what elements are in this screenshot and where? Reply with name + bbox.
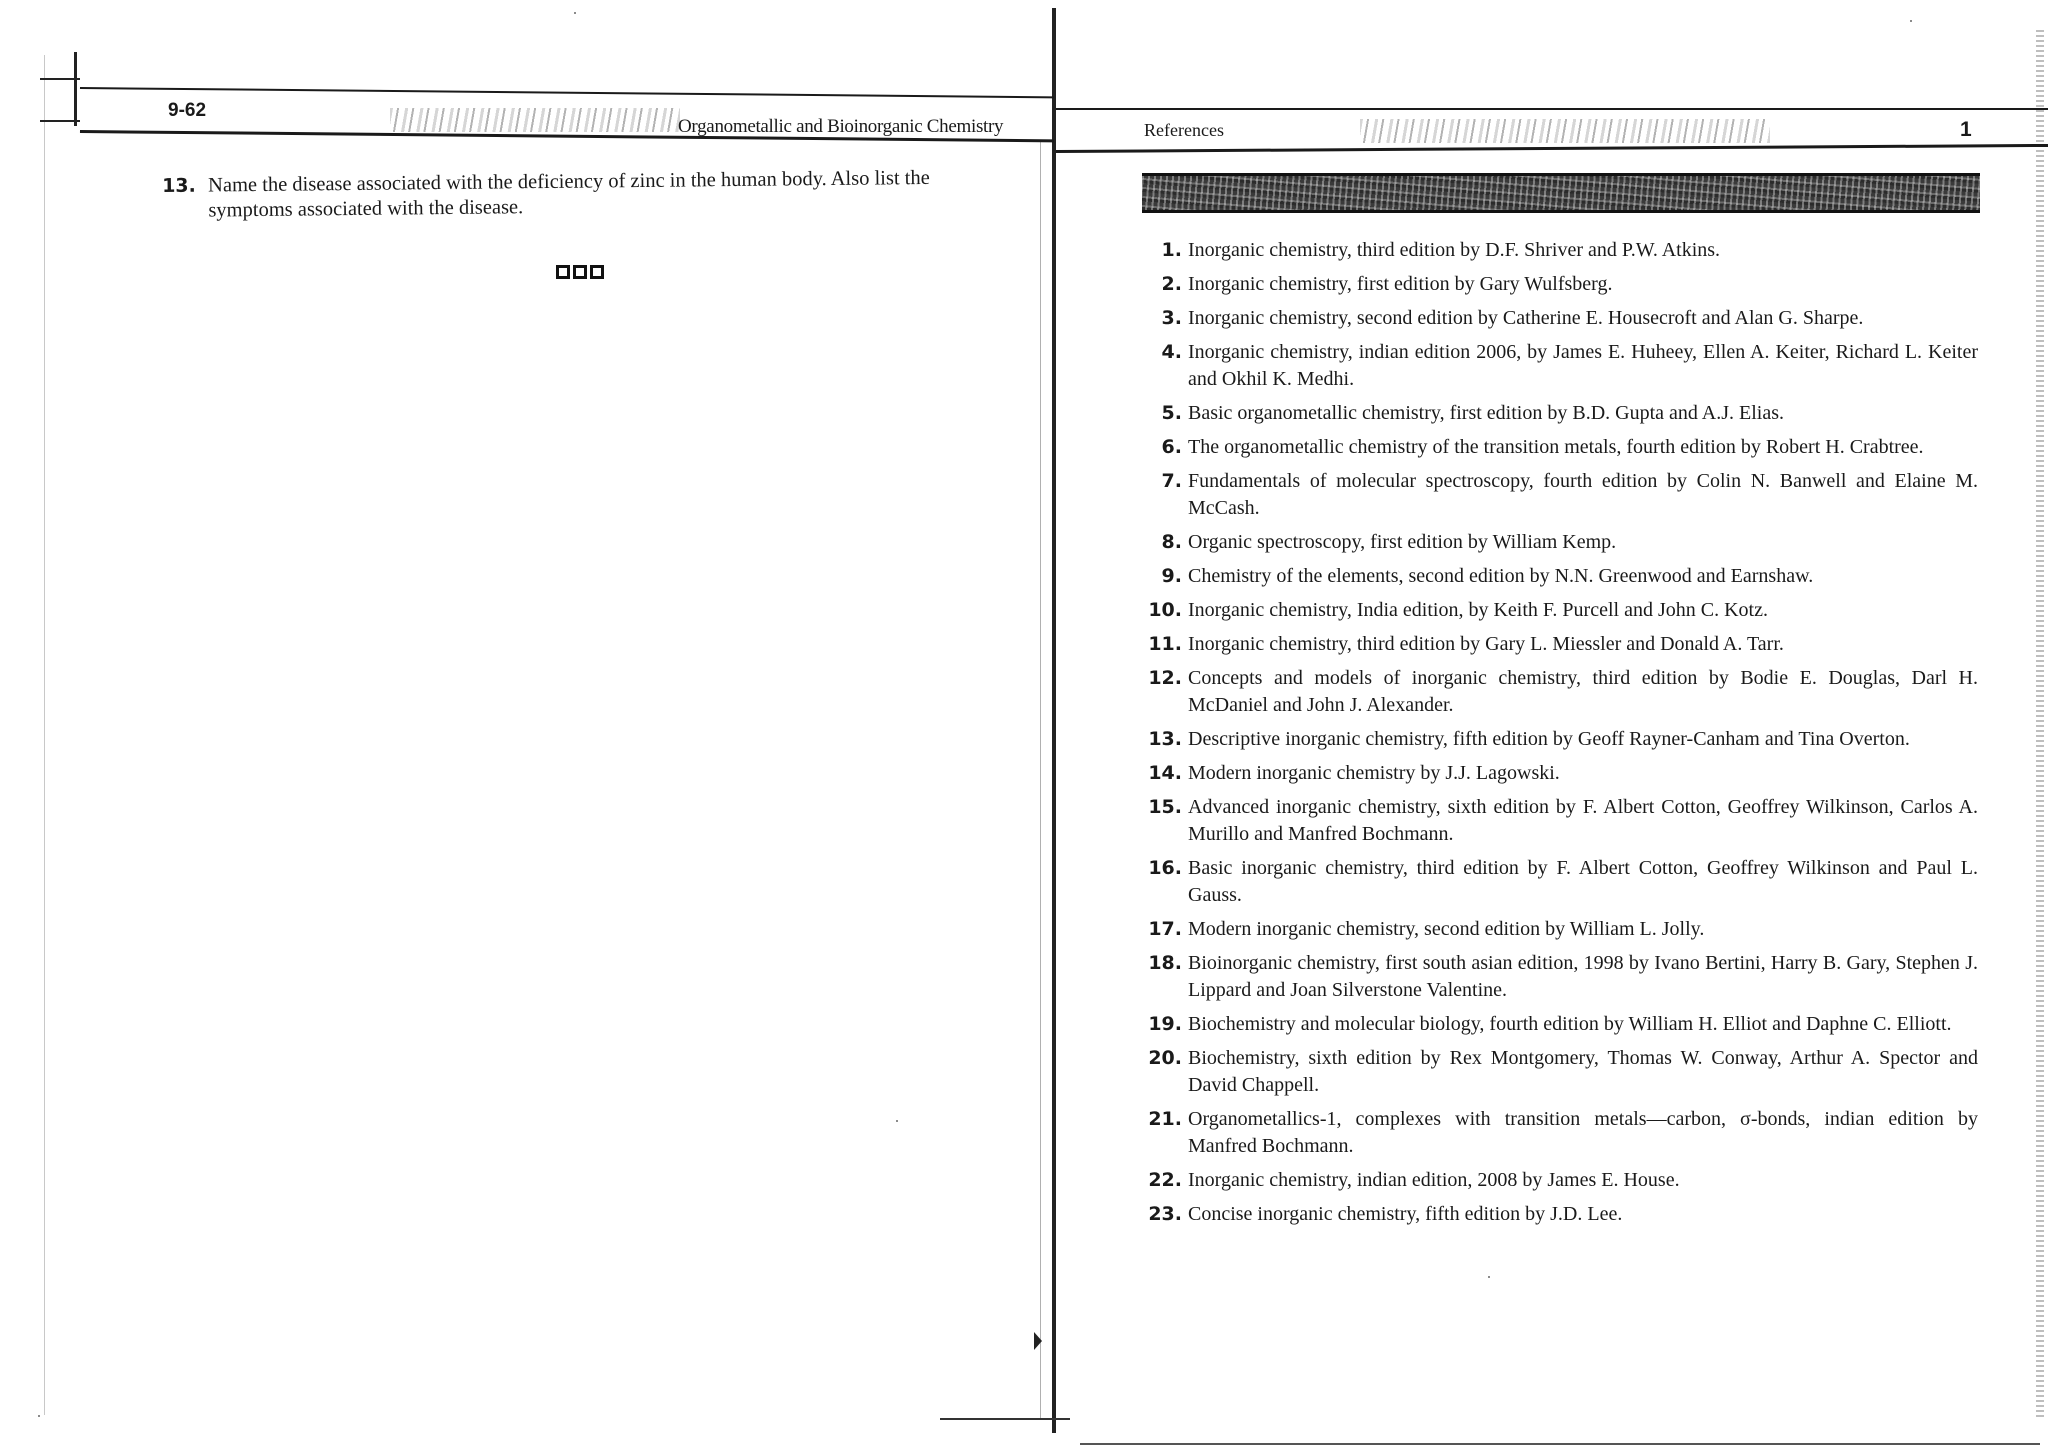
reference-text: Inorganic chemistry, third edition by Gary L. Miessler and Donald A. Tarr. [1188,633,1784,655]
references-heading-banner [1142,173,1980,213]
header-rule-bottom [1056,144,2048,153]
reference-item [1148,794,1978,848]
reference-number: 4. [1161,341,1182,363]
reference-number: 20. [1148,1047,1182,1069]
page-number: 9-62 [168,100,207,121]
reference-text: Inorganic chemistry, indian edition 2006, by James E. Huheey, Ellen A. Keiter, Richard L. Keiter and Okhil K. Medhi. [1188,341,1978,390]
binding-mark [74,52,77,126]
reference-text: Inorganic chemistry, indian edition, 2008 by James E. House. [1188,1169,1680,1191]
reference-item [1148,305,1978,332]
binding-marks [40,52,80,132]
reference-text: Modern inorganic chemistry, second edition by William L. Jolly. [1188,918,1705,940]
scan-speck [574,12,576,14]
reference-number: 21. [1148,1108,1182,1130]
reference-number: 6. [1161,436,1182,458]
reference-text: Bioinorganic chemistry, first south asian edition, 1998 by Ivano Bertini, Harry B. Gary, Stephen J. Lippard and Joan Silverstone Valentine. [1188,952,1978,1001]
question-13 [162,165,1002,224]
reference-text: Concise inorganic chemistry, fifth edition by J.D. Lee. [1188,1203,1623,1225]
reference-item [1148,434,1978,461]
reference-item [1148,1045,1978,1099]
reference-item [1148,665,1978,719]
reference-text: Organic spectroscopy, first edition by William Kemp. [1188,531,1617,553]
reference-text: Biochemistry, sixth edition by Rex Montgomery, Thomas W. Conway, Arthur A. Spector and David Chappell. [1188,1047,1978,1096]
reference-item [1148,529,1978,556]
header-scan-noise [390,108,680,132]
reference-item [1148,1011,1978,1038]
reference-item [1148,1201,1978,1228]
end-mark-box [573,265,587,279]
reference-number: 11. [1148,633,1182,655]
reference-number: 3. [1161,307,1182,329]
scan-speck [1910,20,1912,22]
reference-text: Inorganic chemistry, second edition by Catherine E. Housecroft and Alan G. Sharpe. [1188,307,1864,329]
scan-speck [1488,1276,1490,1278]
header-scan-noise [1360,119,1770,143]
reference-text: Inorganic chemistry, third edition by D.F. Shriver and P.W. Atkins. [1188,239,1721,261]
reference-list [1148,237,1978,1235]
scan-speck [38,1415,40,1417]
question-number: 13. [162,174,196,197]
reference-item [1148,597,1978,624]
reference-number: 10. [1148,599,1182,621]
reference-item [1148,339,1978,393]
reference-number: 1. [1161,239,1182,261]
reference-item [1148,1106,1978,1160]
reference-item [1148,760,1978,787]
page-number: 1 [1960,118,1972,141]
reference-text: Advanced inorganic chemistry, sixth edition by F. Albert Cotton, Geoffrey Wilkinson, Carlos A. Murillo and Manfred Bochmann. [1188,796,1978,845]
reference-number: 2. [1161,273,1182,295]
reference-text: Modern inorganic chemistry by J.J. Lagowski. [1188,762,1560,784]
reference-number: 22. [1148,1169,1182,1191]
reference-number: 17. [1148,918,1182,940]
reference-text: The organometallic chemistry of the transition metals, fourth edition by Robert H. Crabtree. [1188,436,1924,458]
scan-speck [896,1120,898,1122]
reference-text: Organometallics-1, complexes with transition metals—carbon, σ-bonds, indian edition by Manfred Bochmann. [1188,1108,1978,1157]
reference-text: Inorganic chemistry, India edition, by Keith F. Purcell and John C. Kotz. [1188,599,1768,621]
reference-number: 9. [1161,565,1182,587]
reference-number: 23. [1148,1203,1182,1225]
reference-text: Descriptive inorganic chemistry, fifth edition by Geoff Rayner-Canham and Tina Overton. [1188,728,1910,750]
reference-number: 16. [1148,857,1182,879]
running-title: References [1144,120,1224,140]
reference-number: 8. [1161,531,1182,553]
end-of-chapter-mark [556,265,604,279]
reference-number: 7. [1161,470,1182,492]
right-page [1056,0,2048,1447]
reference-item [1148,631,1978,658]
reference-text: Concepts and models of inorganic chemistry, third edition by Bodie E. Douglas, Darl H. McDaniel and John J. Alexander. [1188,667,1978,716]
reference-item [1148,726,1978,753]
reference-item [1148,855,1978,909]
reference-item [1148,1167,1978,1194]
reference-text: Basic organometallic chemistry, first edition by B.D. Gupta and A.J. Elias. [1188,402,1785,424]
reference-item [1148,950,1978,1004]
header-rule-top [80,87,1054,98]
reference-number: 18. [1148,952,1182,974]
reference-item [1148,237,1978,264]
running-title: Organometallic and Bioinorganic Chemistry [678,116,1004,137]
header-rule-top [1056,108,2048,110]
reference-number: 5. [1161,402,1182,424]
question-text: Name the disease associated with the deficiency of zinc in the human body. Also list the symptoms associated with the disease. [208,166,930,222]
reference-item [1148,468,1978,522]
reference-number: 19. [1148,1013,1182,1035]
end-mark-box [556,265,570,279]
reference-number: 15. [1148,796,1182,818]
end-mark-box [590,265,604,279]
reference-text: Chemistry of the elements, second edition by N.N. Greenwood and Earnshaw. [1188,565,1814,587]
reference-number: 13. [1148,728,1182,750]
reference-text: Biochemistry and molecular biology, fourth edition by William H. Elliot and Daphne C. Elliott. [1188,1013,1952,1035]
reference-text: Inorganic chemistry, first edition by Gary Wulfsberg. [1188,273,1613,295]
reference-text: Basic inorganic chemistry, third edition by F. Albert Cotton, Geoffrey Wilkinson and Paul L. Gauss. [1188,857,1978,906]
reference-item [1148,400,1978,427]
reference-text: Fundamentals of molecular spectroscopy, fourth edition by Colin N. Banwell and Elaine M. McCash. [1188,470,1978,519]
reference-number: 12. [1148,667,1182,689]
reference-item [1148,916,1978,943]
reference-item [1148,563,1978,590]
reference-item [1148,271,1978,298]
reference-number: 14. [1148,762,1182,784]
